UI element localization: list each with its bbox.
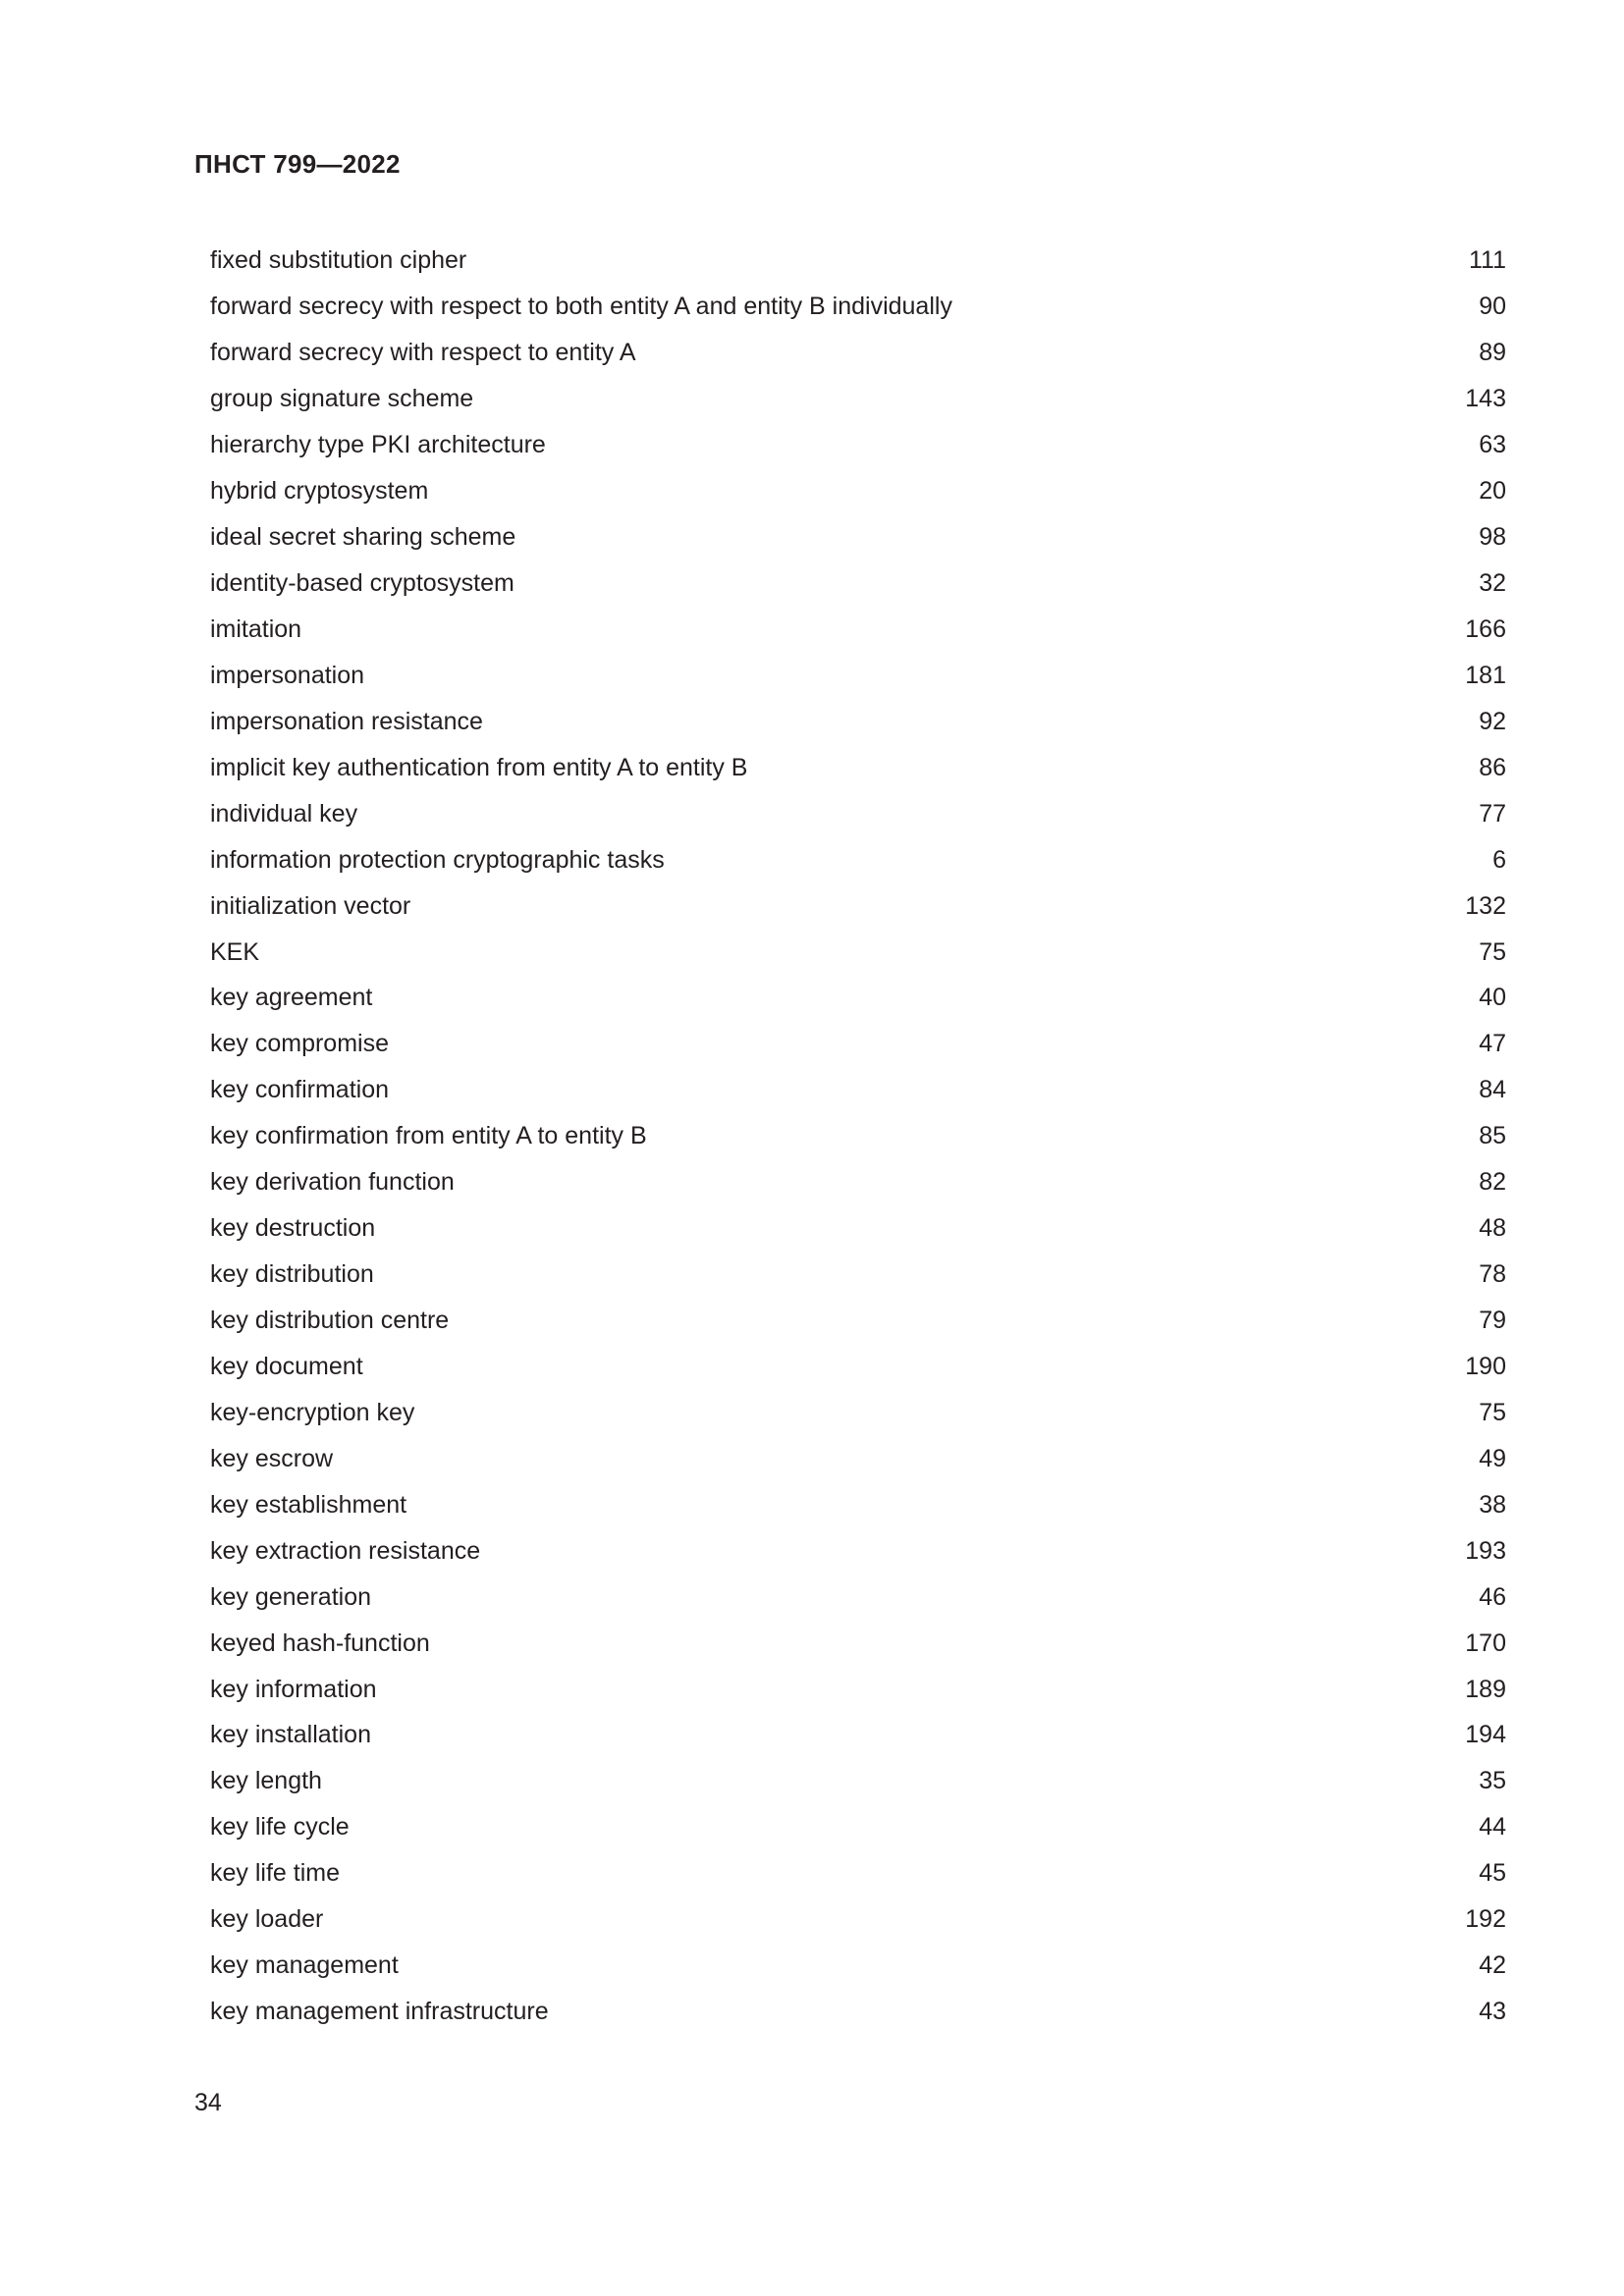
index-term: key information: [210, 1675, 377, 1703]
index-term: key extraction resistance: [210, 1536, 481, 1565]
index-term-number: 192: [1465, 1905, 1506, 1934]
index-term: key-encryption key: [210, 1398, 415, 1426]
index-term: key length: [210, 1767, 322, 1795]
index-term: forward secrecy with respect to both entity A and entity B individually: [210, 293, 952, 321]
index-entry: [210, 698, 1506, 744]
index-term: key agreement: [210, 984, 373, 1012]
index-term: hierarchy type PKI architecture: [210, 431, 546, 459]
index-term-number: 82: [1479, 1168, 1506, 1197]
index-entry: [210, 1252, 1506, 1298]
index-term: key establishment: [210, 1490, 407, 1519]
index-entry: [210, 284, 1506, 330]
index-term: imitation: [210, 614, 302, 643]
index-term: implicit key authentication from entity A to entity B: [210, 753, 748, 781]
index-entry: [210, 1527, 1506, 1574]
index-term-number: 47: [1479, 1030, 1506, 1058]
index-term-number: 90: [1479, 293, 1506, 321]
index-term-number: 86: [1479, 753, 1506, 781]
index-term: hybrid cryptosystem: [210, 477, 429, 506]
index-term: key management: [210, 1951, 399, 1980]
index-entry: [210, 1435, 1506, 1481]
index-term: key generation: [210, 1582, 372, 1611]
index-term-number: 166: [1465, 614, 1506, 643]
index-entry: [210, 1574, 1506, 1620]
index-term-number: 32: [1479, 569, 1506, 598]
index-term: key loader: [210, 1905, 324, 1934]
index-term: key escrow: [210, 1444, 334, 1472]
index-term-number: 75: [1479, 1398, 1506, 1426]
index-term-number: 20: [1479, 477, 1506, 506]
index-entry: [210, 1712, 1506, 1758]
index-entry: [210, 1758, 1506, 1804]
index-term: key life time: [210, 1859, 340, 1888]
index-term-number: 194: [1465, 1721, 1506, 1749]
index-entry: [210, 1298, 1506, 1344]
index-term-number: 44: [1479, 1813, 1506, 1842]
index-entry: [210, 238, 1506, 284]
index-term-number: 6: [1492, 845, 1506, 874]
index-term-number: 43: [1479, 1998, 1506, 2026]
index-term-number: 190: [1465, 1352, 1506, 1380]
index-term: key derivation function: [210, 1168, 455, 1197]
index-entry: [210, 422, 1506, 468]
index-term: key management infrastructure: [210, 1998, 549, 2026]
index-term-number: 170: [1465, 1629, 1506, 1657]
index-entry: [210, 1989, 1506, 2035]
index-term: fixed substitution cipher: [210, 246, 467, 275]
index-term-number: 77: [1479, 799, 1506, 828]
index-term-number: 46: [1479, 1582, 1506, 1611]
index-term: identity-based cryptosystem: [210, 569, 514, 598]
index-term: key installation: [210, 1721, 371, 1749]
index-term-number: 75: [1479, 937, 1506, 966]
index-entry: [210, 1804, 1506, 1850]
index-entry: [210, 561, 1506, 607]
index-entry: [210, 514, 1506, 561]
index-term: key confirmation from entity A to entity B: [210, 1122, 647, 1150]
index-term: keyed hash-function: [210, 1629, 430, 1657]
index-entry: [210, 882, 1506, 929]
index-term-number: 98: [1479, 523, 1506, 552]
index-term-number: 48: [1479, 1214, 1506, 1243]
index-term-number: 38: [1479, 1490, 1506, 1519]
index-term: key distribution centre: [210, 1307, 450, 1335]
index-term-number: 42: [1479, 1951, 1506, 1980]
index-term-number: 40: [1479, 984, 1506, 1012]
index-term-number: 79: [1479, 1307, 1506, 1335]
index-term-number: 132: [1465, 891, 1506, 920]
index-term: key life cycle: [210, 1813, 350, 1842]
index-entry: [210, 330, 1506, 376]
index-entry: [210, 376, 1506, 422]
index-term-number: 78: [1479, 1260, 1506, 1289]
index-term: key distribution: [210, 1260, 374, 1289]
index-term-number: 35: [1479, 1767, 1506, 1795]
index-entry: [210, 1067, 1506, 1113]
index-entry: [210, 1344, 1506, 1390]
index-term: KEK: [210, 937, 260, 966]
index-entry: [210, 1896, 1506, 1943]
index-term-number: 85: [1479, 1122, 1506, 1150]
index-entry: [210, 1159, 1506, 1205]
index-entry: [210, 1205, 1506, 1252]
index-entry: [210, 744, 1506, 790]
index-term: impersonation: [210, 661, 365, 689]
index-entry: [210, 1481, 1506, 1527]
index-entry: [210, 607, 1506, 653]
index-term-number: 111: [1468, 246, 1506, 275]
index-entry: [210, 1666, 1506, 1712]
index-entry: [210, 790, 1506, 836]
document-header: ПНСТ 799—2022: [194, 149, 401, 179]
term-index-list: [210, 238, 1506, 2035]
index-term: initialization vector: [210, 891, 411, 920]
index-term-number: 84: [1479, 1076, 1506, 1104]
index-entry: [210, 1113, 1506, 1159]
page-number: 34: [194, 2089, 222, 2116]
index-entry: [210, 975, 1506, 1021]
index-term-number: 63: [1479, 431, 1506, 459]
index-term: key compromise: [210, 1030, 389, 1058]
index-term-number: 143: [1465, 385, 1506, 413]
index-entry: [210, 1620, 1506, 1666]
index-entry: [210, 1021, 1506, 1067]
index-term: key destruction: [210, 1214, 376, 1243]
index-term-number: 92: [1479, 707, 1506, 735]
index-entry: [210, 1850, 1506, 1896]
index-entry: [210, 468, 1506, 514]
index-term: impersonation resistance: [210, 707, 483, 735]
index-term: key confirmation: [210, 1076, 390, 1104]
index-term-number: 189: [1465, 1675, 1506, 1703]
index-entry: [210, 929, 1506, 975]
index-term-number: 193: [1465, 1536, 1506, 1565]
index-term: information protection cryptographic tasks: [210, 845, 665, 874]
index-term-number: 45: [1479, 1859, 1506, 1888]
index-term: individual key: [210, 799, 358, 828]
index-entry: [210, 836, 1506, 882]
index-term-number: 49: [1479, 1444, 1506, 1472]
index-term-number: 181: [1465, 661, 1506, 689]
index-term: forward secrecy with respect to entity A: [210, 339, 636, 367]
index-term-number: 89: [1479, 339, 1506, 367]
index-term: key document: [210, 1352, 363, 1380]
index-entry: [210, 652, 1506, 698]
index-term: ideal secret sharing scheme: [210, 523, 516, 552]
index-entry: [210, 1943, 1506, 1989]
index-term: group signature scheme: [210, 385, 474, 413]
index-entry: [210, 1389, 1506, 1435]
